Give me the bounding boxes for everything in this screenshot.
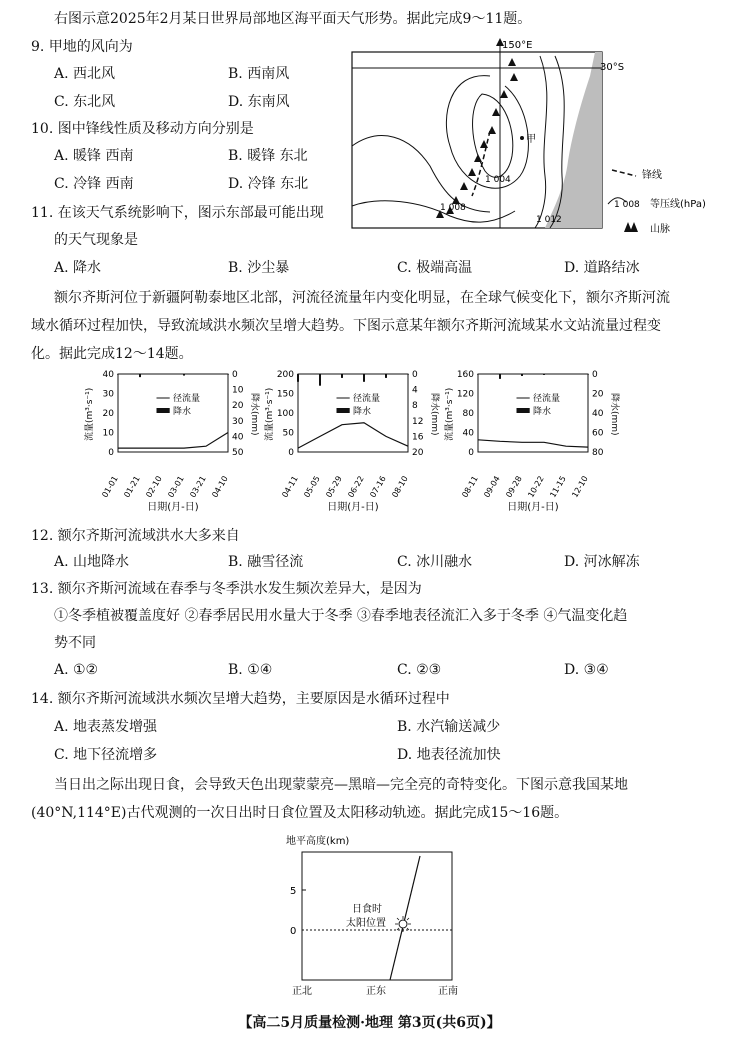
chart-2-ytick: 160 xyxy=(456,370,474,380)
chart-1-legend-precip: 降水 xyxy=(353,407,372,417)
chart-2-y2tick: 0 xyxy=(592,370,598,380)
q11-option-b[interactable]: B. 沙尘暴 xyxy=(228,260,290,276)
intro-12-14-line3: 化。据此完成12～14题。 xyxy=(31,346,193,362)
q11-option-c[interactable]: C. 极端高温 xyxy=(397,260,473,276)
chart-0-y2tick: 20 xyxy=(232,401,244,412)
chart-1-precip-bar xyxy=(297,374,299,382)
chart-1-y2label: 降水(mm) xyxy=(429,393,439,436)
hydrograph-charts xyxy=(80,366,680,516)
isobar-1004: 1 004 xyxy=(485,175,511,185)
q12-option-c[interactable]: C. 冰川融水 xyxy=(397,554,473,570)
q10-option-a[interactable]: A. 暖锋 西南 xyxy=(54,148,134,164)
intro-12-14-line2: 域水循环过程加快，导致流域洪水频次呈增大趋势。下图示意某年额尔齐斯河流域某水文站流量过程变 xyxy=(31,318,661,334)
chart-2-legend-flow: 径流量 xyxy=(533,394,561,404)
chart-0-y2tick: 30 xyxy=(232,416,244,427)
legend-isobar-value: 1 008 xyxy=(614,200,640,210)
chart-1-xtick: 06-22 xyxy=(346,474,366,500)
chart-0-legend-precip: 降水 xyxy=(173,407,192,417)
chart-0-y2label: 降水(mm) xyxy=(249,393,259,436)
y-tick-5: 5 xyxy=(290,886,297,897)
y-tick-0: 0 xyxy=(290,926,297,937)
chart-2-y2tick: 40 xyxy=(592,409,604,419)
chart-1-precip-bar xyxy=(385,374,387,378)
q12-stem: 12. 额尔齐斯河流域洪水大多来自 xyxy=(31,528,240,544)
altitude-axis-label: 地平高度(km) xyxy=(286,836,350,847)
chart-1-y2tick: 20 xyxy=(412,448,424,458)
chart-1-xtick: 05-05 xyxy=(302,474,322,500)
chart-0-xtick: 02-10 xyxy=(144,474,164,500)
chart-1-ytick: 0 xyxy=(288,448,294,458)
chart-0-xlabel: 日期(月-日) xyxy=(147,502,199,513)
chart-2-xtick: 11-15 xyxy=(548,474,568,500)
chart-1-y2tick: 12 xyxy=(412,416,424,427)
q9-option-c[interactable]: C. 东北风 xyxy=(54,94,116,110)
eclipse-sun-icon xyxy=(399,920,407,928)
chart-2-precip-bar xyxy=(521,374,523,376)
chart-1-xlabel: 日期(月-日) xyxy=(327,502,379,513)
chart-0-precip-bar xyxy=(117,374,119,375)
chart-1-ytick: 200 xyxy=(276,370,294,380)
q10-option-d[interactable]: D. 冷锋 东北 xyxy=(228,176,309,192)
chart-0-xtick: 01-01 xyxy=(100,474,120,500)
q14-option-b[interactable]: B. 水汽输送减少 xyxy=(397,719,501,735)
sun-path-line xyxy=(390,856,420,980)
chart-2-xtick: 10-22 xyxy=(526,474,546,500)
chart-2-ytick: 80 xyxy=(462,409,474,419)
chart-2-ylabel: 流量(m³·s⁻¹) xyxy=(445,387,455,441)
chart-2-precip-bar xyxy=(587,374,589,375)
q13-option-d[interactable]: D. ③④ xyxy=(564,662,609,678)
chart-0-y2tick: 50 xyxy=(232,448,244,458)
chart-1-ytick: 100 xyxy=(276,409,294,419)
annotation-line2: 太阳位置 xyxy=(346,918,386,929)
q14-option-c[interactable]: C. 地下径流增多 xyxy=(54,747,158,763)
chart-2-ytick: 0 xyxy=(468,448,474,458)
chart-0-ytick: 0 xyxy=(108,448,114,458)
legend-isobar-label: 等压线(hPa) xyxy=(650,199,706,210)
lat-label: 30°S xyxy=(600,62,625,73)
annotation-line1: 日食时 xyxy=(352,904,382,915)
chart-2-xlabel: 日期(月-日) xyxy=(507,502,559,513)
isobar-1012: 1 012 xyxy=(536,215,562,225)
intro-9-11: 右图示意2025年2月某日世界局部地区海平面天气形势。据此完成9～11题。 xyxy=(54,11,532,27)
intro-15-16-line1: 当日出之际出现日食，会导致天色出现蒙蒙亮—黑暗—完全亮的奇特变化。下图示意我国某地 xyxy=(54,777,628,793)
q13-items-line1: ①冬季植被覆盖度好 ②春季居民用水量大于冬季 ③春季地表径流汇入多于冬季 ④气温变化趋 xyxy=(54,608,628,624)
q13-stem: 13. 额尔齐斯河流域在春季与冬季洪水发生频次差异大，是因为 xyxy=(31,581,422,597)
chart-2-precip-bar xyxy=(565,374,567,375)
q9-option-d[interactable]: D. 东南风 xyxy=(228,94,290,110)
chart-1-ylabel: 流量(m³·s⁻¹) xyxy=(265,387,275,441)
chart-0-y2tick: 0 xyxy=(232,370,238,380)
q10-option-b[interactable]: B. 暖锋 东北 xyxy=(228,148,308,164)
q14-option-a[interactable]: A. 地表蒸发增强 xyxy=(54,719,158,735)
q12-option-b[interactable]: B. 融雪径流 xyxy=(228,554,304,570)
chart-0-ytick: 40 xyxy=(102,370,114,380)
chart-1-legend-flow: 径流量 xyxy=(353,394,381,404)
lon-label: 150°E xyxy=(502,40,533,51)
chart-0-y2tick: 10 xyxy=(232,385,244,396)
chart-0-ylabel: 流量(m³·s⁻¹) xyxy=(85,387,95,441)
chart-0-legend-precip-swatch xyxy=(157,408,170,413)
q11-option-d[interactable]: D. 道路结冰 xyxy=(564,260,640,276)
q14-stem: 14. 额尔齐斯河流域洪水频次呈增大趋势，主要原因是水循环过程中 xyxy=(31,691,450,707)
chart-2-precip-bar xyxy=(543,374,545,375)
chart-0-legend-flow: 径流量 xyxy=(173,394,201,404)
chart-1-ytick: 50 xyxy=(282,428,294,439)
q13-option-c[interactable]: C. ②③ xyxy=(397,662,442,678)
chart-0-precip-bar xyxy=(227,374,229,375)
chart-2-ytick: 120 xyxy=(456,389,474,400)
chart-2-y2tick: 60 xyxy=(592,428,604,439)
q11-stem-line2: 的天气现象是 xyxy=(54,232,138,248)
chart-0-xtick: 01-21 xyxy=(122,474,142,500)
chart-2-y2tick: 80 xyxy=(592,448,604,458)
jia-label: 甲 xyxy=(526,134,536,145)
q9-option-a[interactable]: A. 西北风 xyxy=(54,66,116,82)
chart-0-ytick: 30 xyxy=(102,389,114,400)
x-label-south: 正南 xyxy=(438,986,458,997)
chart-1-precip-bar xyxy=(319,374,321,386)
isobar-1008: 1 008 xyxy=(440,203,466,213)
chart-1-xtick: 07-16 xyxy=(368,474,388,500)
chart-1-y2tick: 0 xyxy=(412,370,418,380)
intro-12-14-line1: 额尔齐斯河位于新疆阿勒泰地区北部，河流径流量年内变化明显，在全球气候变化下，额尔齐斯河流 xyxy=(54,290,670,306)
chart-2-precip-bar xyxy=(477,374,479,375)
chart-1-y2tick: 16 xyxy=(412,432,424,443)
q13-option-a[interactable]: A. ①② xyxy=(54,662,99,678)
chart-2-xtick: 08-11 xyxy=(460,474,480,500)
chart-1-ytick: 150 xyxy=(276,389,294,400)
chart-0-y2tick: 40 xyxy=(232,432,244,443)
chart-2-legend-precip: 降水 xyxy=(533,407,552,417)
chart-2-legend-precip-swatch xyxy=(517,408,530,413)
chart-1-precip-bar xyxy=(341,374,343,378)
chart-2-xtick: 09-04 xyxy=(482,474,502,500)
chart-2-y2label: 降水(mm) xyxy=(609,393,619,436)
chart-0-xtick: 04-10 xyxy=(210,474,230,500)
q11-stem-line1: 11. 在该天气系统影响下，图示东部最可能出现 xyxy=(31,205,324,221)
q10-option-c[interactable]: C. 冷锋 西南 xyxy=(54,176,134,192)
chart-0-precip-bar xyxy=(183,374,185,376)
chart-1-precip-bar xyxy=(363,374,365,382)
chart-1-y2tick: 4 xyxy=(412,385,418,396)
chart-0-precip-bar xyxy=(139,374,141,377)
q10-stem: 10. 图中锋线性质及移动方向分别是 xyxy=(31,121,254,137)
q14-option-d[interactable]: D. 地表径流加快 xyxy=(397,747,501,763)
chart-2-xtick: 09-28 xyxy=(504,474,524,500)
chart-1-xtick: 05-29 xyxy=(324,474,344,500)
q13-items-line2: 势不同 xyxy=(54,635,96,651)
chart-1-xtick: 08-10 xyxy=(390,474,410,500)
legend-mountain-label: 山脉 xyxy=(650,224,670,235)
q9-option-b[interactable]: B. 西南风 xyxy=(228,66,290,82)
sunrise-eclipse-diagram xyxy=(270,830,470,1002)
chart-0-precip-bar xyxy=(205,374,207,375)
q12-option-a[interactable]: A. 山地降水 xyxy=(54,554,130,570)
chart-0-ytick: 20 xyxy=(102,409,114,419)
chart-0-precip-bar xyxy=(161,374,163,375)
front-legend-icon xyxy=(612,170,636,176)
q12-option-d[interactable]: D. 河冰解冻 xyxy=(564,554,640,570)
chart-1-xtick: 04-11 xyxy=(280,474,300,500)
chart-2-y2tick: 20 xyxy=(592,389,604,400)
chart-1-y2tick: 8 xyxy=(412,401,418,412)
chart-0-xtick: 03-21 xyxy=(188,474,208,500)
q9-stem: 9. 甲地的风向为 xyxy=(31,39,133,55)
chart-1-precip-bar xyxy=(407,374,409,375)
legend-front-label: 锋线 xyxy=(642,170,662,181)
chart-2-precip-bar xyxy=(499,374,501,379)
chart-0-ytick: 10 xyxy=(102,428,114,439)
x-label-north: 正北 xyxy=(292,986,312,997)
chart-1-legend-precip-swatch xyxy=(337,408,350,413)
chart-2-ytick: 40 xyxy=(462,428,474,439)
chart-2-xtick: 12-10 xyxy=(570,474,590,500)
x-label-east: 正东 xyxy=(366,986,386,997)
intro-15-16-line2: (40°N,114°E)古代观测的一次日出时日食位置及太阳移动轨迹。据此完成15～16题。 xyxy=(31,805,569,821)
weather-map xyxy=(340,36,725,236)
q11-option-a[interactable]: A. 降水 xyxy=(54,260,102,276)
chart-0-xtick: 03-01 xyxy=(166,474,186,500)
page-footer: 【高二5月质量检测·地理 第3页(共6页)】 xyxy=(238,1015,501,1031)
q13-option-b[interactable]: B. ①④ xyxy=(228,662,273,678)
